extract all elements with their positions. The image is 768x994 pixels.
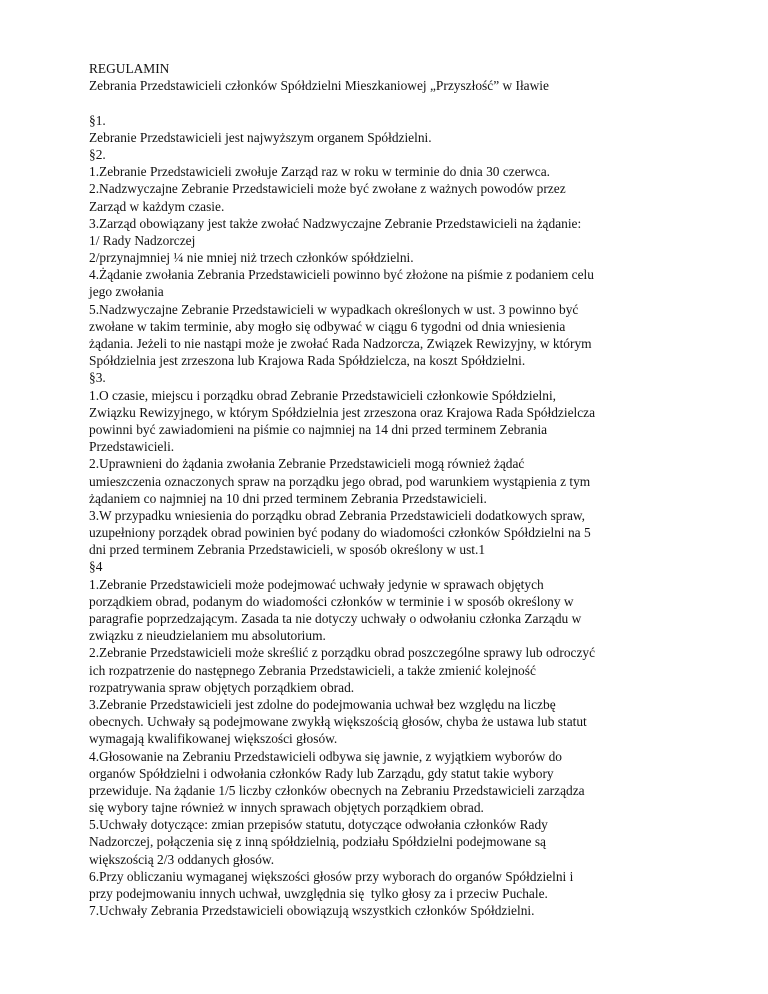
text-line: 1/ Rady Nadzorczej bbox=[89, 232, 196, 248]
text-line: większością 2/3 oddanych głosów. bbox=[89, 851, 275, 867]
text-line: Zebranie Przedstawicieli jest najwyższym organem Spółdzielni. bbox=[89, 129, 432, 145]
text-line: ich rozpatrzenie do następnego Zebrania Przedstawicieli, a także zmienić kolejność bbox=[89, 662, 536, 678]
text-line: 1.Zebranie Przedstawicieli zwołuje Zarząd raz w roku w terminie do dnia 30 czerwca. bbox=[89, 164, 551, 180]
text-line: się wybory tajne również w innych sprawach objętych porządkiem obrad. bbox=[89, 800, 484, 816]
text-line: przy podejmowaniu innych uchwał, uwzględnia się tylko głosy za i przeciw Puchale. bbox=[89, 886, 548, 901]
text-line: 1.Zebranie Przedstawicieli może podejmować uchwały jedynie w sprawach objętych bbox=[89, 576, 544, 592]
text-line: organów Spółdzielni i odwołania członków Rady lub Zarządu, gdy statut takie wybory bbox=[89, 765, 554, 781]
document-subtitle: Zebrania Przedstawicieli członków Spółdzielni Mieszkaniowej „Przyszłość” w Iławie bbox=[89, 78, 549, 94]
text-line: 4.Żądanie zwołania Zebrania Przedstawicieli powinno być złożone na piśmie z podaniem celu bbox=[89, 267, 594, 283]
text-line: rozpatrywania spraw objętych porządkiem obrad. bbox=[89, 679, 355, 695]
text-line: 2.Uprawnieni do żądania zwołania Zebranie Przedstawicieli mogą również żądać bbox=[89, 456, 525, 472]
text-line: paragrafie poprzedzającym. Zasada ta nie dotyczy uchwały o odwołaniu członka Zarządu w bbox=[89, 611, 582, 626]
text-line: jego zwołania bbox=[89, 284, 164, 300]
text-line: Spółdzielnia jest zrzeszona lub Krajowa Rada Spółdzielcza, na koszt Spółdzielni. bbox=[89, 353, 526, 369]
text-line: 5.Uchwały dotyczące: zmian przepisów statutu, dotyczące odwołania członków Rady bbox=[89, 817, 548, 833]
section-heading: §4 bbox=[89, 559, 103, 575]
text-line: 6.Przy obliczaniu wymaganej większości głosów przy wyborach do organów Spółdzielni i bbox=[89, 868, 574, 884]
text-line: 3.Zebranie Przedstawicieli jest zdolne do podejmowania uchwał bez względu na liczbę bbox=[89, 696, 556, 712]
text-line: 3.W przypadku wniesienia do porządku obrad Zebrania Przedstawicieli dodatkowych spraw, bbox=[89, 507, 586, 523]
text-line: związku z nieudzielaniem mu absolutorium. bbox=[89, 628, 326, 644]
document-title: REGULAMIN bbox=[89, 61, 170, 76]
text-line: 7.Uchwały Zebrania Przedstawicieli obowiązują wszystkich członków Spółdzielni. bbox=[89, 903, 535, 919]
text-line: Związku Rewizyjnego, w którym Spółdzielnia jest zrzeszona oraz Krajowa Rada Spółdzielcza bbox=[89, 404, 596, 420]
text-line: umieszczenia oznaczonych spraw na porządku jego obrad, pod warunkiem wystąpienia z tym bbox=[89, 473, 591, 489]
section-heading: §1. bbox=[89, 112, 106, 128]
text-line: 5.Nadzwyczajne Zebranie Przedstawicieli w wypadkach określonych w ust. 3 powinno być bbox=[89, 301, 579, 317]
text-line: 4.Głosowanie na Zebraniu Przedstawicieli odbywa się jawnie, z wyjątkiem wyborów do bbox=[89, 748, 563, 764]
text-line: Zarząd w każdym czasie. bbox=[89, 198, 225, 214]
text-line: Nadzorczej, połączenia się z inną spółdzielnią, podziału Spółdzielni podejmowane są bbox=[89, 834, 546, 850]
text-line: 2.Nadzwyczajne Zebranie Przedstawicieli może być zwołane z ważnych powodów przez bbox=[89, 181, 566, 197]
document-page bbox=[89, 60, 729, 919]
text-line: żądania. Jeżeli to nie nastąpi może je zwołać Rada Nadzorcza, Związek Rewizyjny, w którym bbox=[89, 336, 592, 351]
text-line: 2/przynajmniej ¼ nie mniej niż trzech członków spółdzielni. bbox=[89, 250, 414, 266]
text-line: zwołane w takim terminie, aby mogło się odbywać w ciągu 6 tygodni od dnia wniesienia bbox=[89, 318, 566, 334]
text-line: uzupełniony porządek obrad powinien być podany do wiadomości członków Spółdzielni na 5 bbox=[89, 525, 591, 541]
text-line: porządkiem obrad, podanym do wiadomości członków w terminie i w sposób określony w bbox=[89, 593, 574, 609]
text-line: Przedstawicieli. bbox=[89, 439, 175, 455]
section-heading: §2. bbox=[89, 146, 106, 162]
text-line: dni przed terminem Zebrania Przedstawicieli, w sposób określony w ust.1 bbox=[89, 542, 486, 558]
text-line: 1.O czasie, miejscu i porządku obrad Zebranie Przedstawicieli członkowie Spółdzielni, bbox=[89, 387, 557, 403]
text-line: powinni być zawiadomieni na piśmie co najmniej na 14 dni przed terminem Zebrania bbox=[89, 421, 548, 437]
text-line: wymagają kwalifikowanej większości głosów. bbox=[89, 731, 338, 747]
text-line: 3.Zarząd obowiązany jest także zwołać Nadzwyczajne Zebranie Przedstawicieli na żądanie: bbox=[89, 215, 582, 231]
text-line: obecnych. Uchwały są podejmowane zwykłą większością głosów, chyba że ustawa lub statut bbox=[89, 714, 587, 730]
spacer bbox=[89, 94, 729, 111]
text-line: 2.Zebranie Przedstawicieli może skreślić z porządku obrad poszczególne sprawy lub odroczyć bbox=[89, 645, 596, 661]
section-heading: §3. bbox=[89, 370, 106, 386]
text-line: żądaniem co najmniej na 10 dni przed terminem Zebrania Przedstawicieli. bbox=[89, 490, 487, 506]
document-body bbox=[89, 112, 729, 920]
text-line: przewiduje. Na żądanie 1/5 liczby członków obecnych na Zebraniu Przedstawicieli zarządza bbox=[89, 782, 585, 798]
